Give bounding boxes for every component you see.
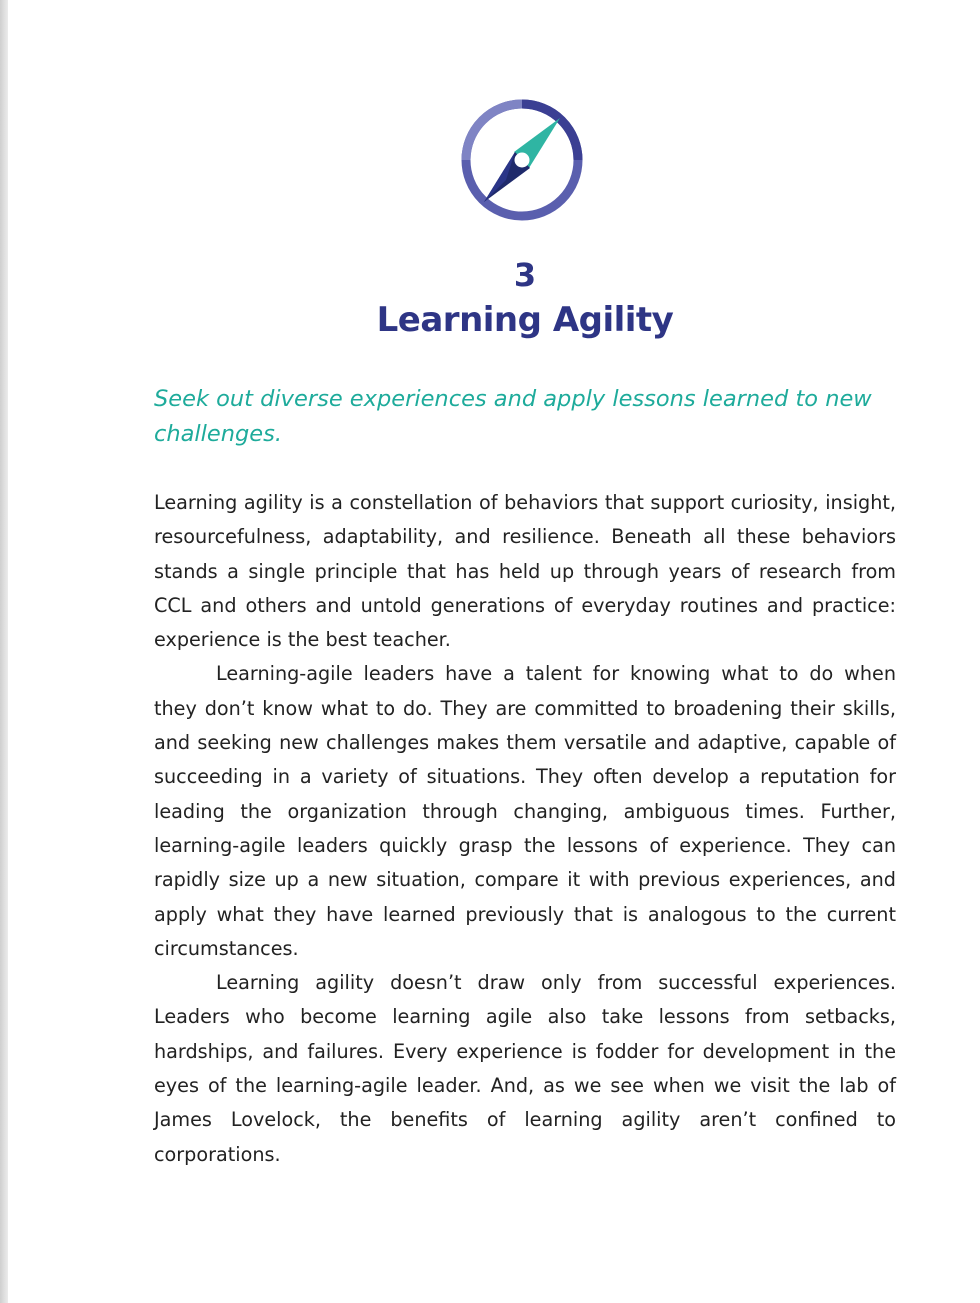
body-paragraph-2: Learning-agile leaders have a talent for knowing what to do when they don’t know what to do. They are committed to broadening their skills, and seeking new challenges makes them versatile and adaptive, capable of succeeding in a variety of situations. They often develop a reputation for leading the organization through changing, ambiguous times. Further, learning-agile leaders quickly grasp the lessons of experience. They can rapidly size up a new situation, compare it with previous experiences, and apply what they have learned previously that is analogous to the current circumstances.	[154, 662, 896, 960]
chapter-number: 3	[513, 256, 537, 294]
chapter-body	[154, 486, 896, 1172]
chapter-title: Learning Agility	[376, 300, 674, 340]
body-paragraph-1: Learning agility is a constellation of behaviors that support curiosity, insight, resourcefulness, adaptability, and resilience. Beneath all these behaviors stands a single principle that has held up through years of research from CCL and others and untold generations of everyday routines and practice: experience is the best teacher.	[154, 491, 896, 652]
chapter-epigraph: Seek out diverse experiences and apply lessons learned to new challenges.	[154, 386, 872, 447]
book-page	[8, 0, 980, 1303]
compass-icon	[456, 94, 588, 226]
page-edge-shadow	[0, 0, 8, 1303]
body-paragraph-3: Learning agility doesn’t draw only from successful experiences. Leaders who become learning agile also take lessons from setbacks, hardships, and failures. Every experience is fodder for development in the eyes of the learning-agile leader. And, as we see when we visit the lab of James Lovelock, the benefits of learning agility aren’t confined to corporations.	[154, 971, 896, 1166]
